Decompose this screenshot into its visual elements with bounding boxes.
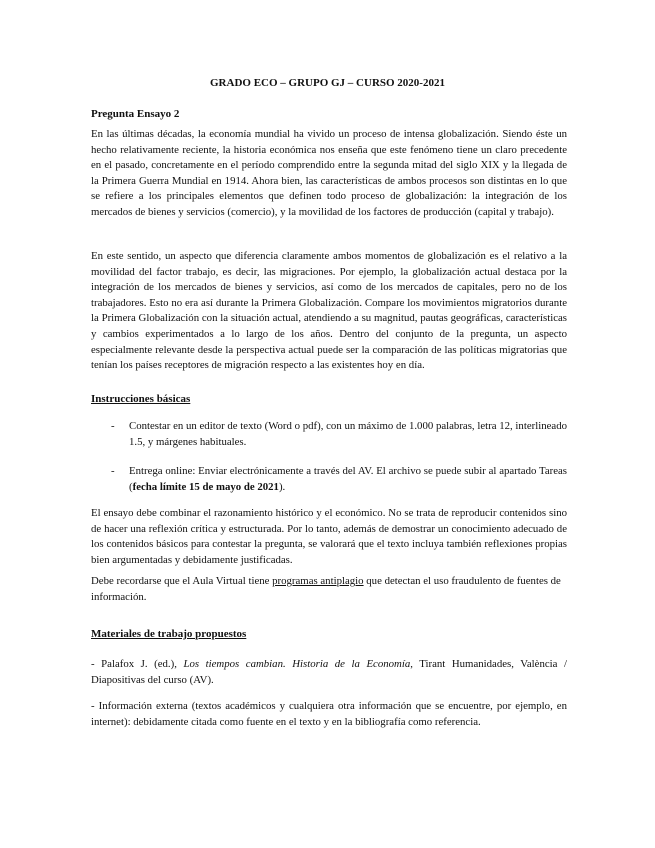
bullet-dash: - [111,465,115,477]
document-title: GRADO ECO – GRUPO GJ – CURSO 2020-2021 [210,77,445,89]
instruction-item-2 [91,464,567,495]
materials-item-1-suffix: , Tirant Humanidades, València / Diapositivas del curso (AV). [91,658,568,686]
materials-item-1 [91,657,567,688]
book-title: Los tiempos cambian. Historia de la Economía [183,658,411,670]
materials-heading: Materiales de trabajo propuestos [91,628,247,640]
instructions-heading: Instrucciones básicas [91,393,191,405]
essay-paragraph-1: En las últimas décadas, la economía mundial ha vivido un proceso de intensa globalización. Siendo éste un hecho relativamente reciente, la historia económica nos enseña que este fenómeno tiene un claro precedente en el pasado, concretamente en el período comprendido entre la segunda mitad del siglo XIX y la llegada de la Primera Guerra Mundial en 1914. Ahora bien, las características de ambos procesos son distintas en lo que se refiere a los principales elementos que definen todo proceso de globalización: la integración de los mercados de bienes y servicios (comercio), y la movilidad de los factores de producción (capital y trabajo). [91,128,567,218]
instructions-paragraph-2 [91,574,567,605]
instructions-paragraph-2-prefix: Debe recordarse que el Aula Virtual tiene [91,575,273,587]
essay-paragraph-2: En este sentido, un aspecto que diferencia claramente ambos momentos de globalización es el relativo a la movilidad del factor trabajo, es decir, las migraciones. Por ejemplo, la globalización actual destaca por la integración de los mercados de bienes y servicios, así como de los mercados de capitales, pero no de los trabajadores. Esto no era así durante la Primera Globalización. Compare los movimientos migratorios durante la Primera Globalización con la situación actual, atendiendo a su magnitud, pautas geográficas, características y cambios experimentados a lo largo de los años. Dentro del conjunto de la pregunta, un aspecto especialmente relevante desde la perspectiva actual puede ser la comparación de las políticas migratorias que tenían los países receptores de migración respecto a las existentes hoy en día. [91,250,567,372]
instructions-paragraph-1: El ensayo debe combinar el razonamiento histórico y el económico. No se trata de reproducir contenidos sino de hacer una reflexión crítica y estructurada. Por lo tanto, además de demostrar un conocimiento adecuado de los contenidos básicos para contestar la pregunta, se valorará que el texto incluya también reflexiones propias bien argumentadas y debidamente justificadas. [91,507,567,566]
essay-heading: Pregunta Ensayo 2 [91,108,180,120]
instruction-item-1 [91,419,567,450]
instruction-item-1-text: Contestar en un editor de texto (Word o pdf), con un máximo de 1.000 palabras, letra 12, interlineado 1.5, y márgenes habituales. [129,420,567,448]
instruction-item-2-prefix: Entrega online: Enviar electrónicamente a través del AV. El archivo se puede subir al apartado Tareas ( [129,465,567,493]
instruction-item-2-text [129,464,567,495]
instructions-paragraph-2-suffix: que detectan el uso fraudulento de fuentes de información. [91,575,561,603]
instruction-item-2-suffix: ). [278,480,286,493]
antiplagiarism-link[interactable]: programas antiplagio [272,575,364,587]
bullet-dash: - [111,420,115,432]
materials-item-1-prefix: - Palafox J. (ed.), [91,658,184,670]
materials-item-2: - Información externa (textos académicos y cualquiera otra información que se encuentre, por ejemplo, en internet): debidamente citada como fuente en el texto y en la bibliografía como referencia. [91,700,567,728]
deadline-text: fecha límite 15 de mayo de 2021 [132,480,279,493]
